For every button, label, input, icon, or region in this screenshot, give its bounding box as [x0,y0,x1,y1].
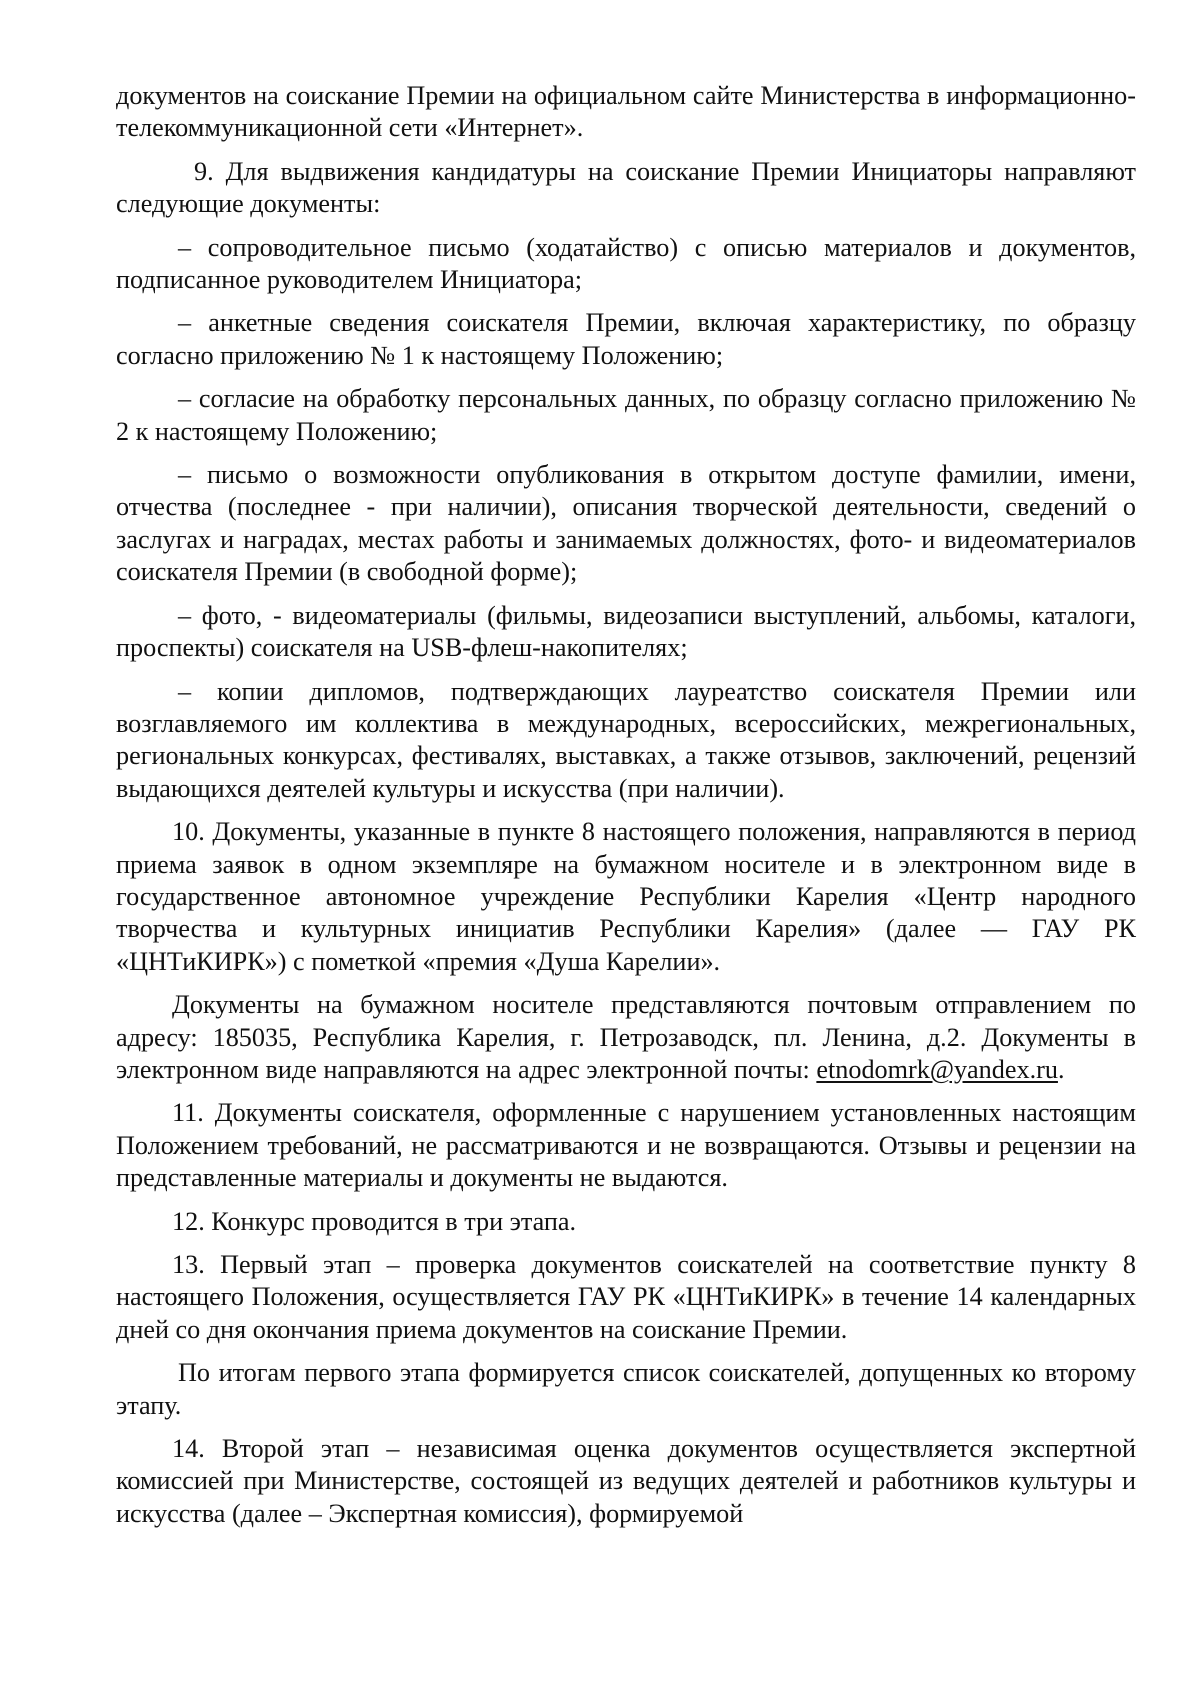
paragraph-14: 14. Второй этап – независимая оценка документов осуществляется экспертной комиссией при Министерстве, состоящей из ведущих деятелей и работников культуры и искусства (далее – Экспертная комиссия), формируемой [116,1434,1136,1528]
list-item-questionnaire: – анкетные сведения соискателя Премии, включая характеристику, по образцу согласно приложению № 1 к настоящему Положению; [116,308,1136,370]
list-item-diplomas: – копии дипломов, подтверждающих лауреатство соискателя Премии или возглавляемого им коллектива в международных, всероссийских, межрегиональных, региональных конкурсах, фестивалях, выставках, а также отзывов, заключений, рецензий выдающихся деятелей культуры и искусства (при наличии). [116,676,1136,803]
list-item-media: – фото, - видеоматериалы (фильмы, видеозаписи выступлений, альбомы, каталоги, проспекты) соискателя на USB-флеш-накопителях; [116,600,1136,663]
paragraph-12: 12. Конкурс проводится в три этапа. [172,1206,577,1236]
paragraph-continuation: документов на соискание Премии на официальном сайте Министерства в информационно-телекоммуникационной сети «Интернет». [116,81,1136,143]
email-link[interactable]: etnodomrk@yandex.ru [816,1054,1058,1084]
list-item-consent: – согласие на обработку персональных данных, по образцу согласно приложению № 2 к настоящему Положению; [116,384,1136,446]
paragraph-9: 9. Для выдвижения кандидатуры на соискание Премии Инициаторы направляют следующие документы: [116,156,1136,219]
paragraph-13-result: По итогам первого этапа формируется список соискателей, допущенных ко второму этапу. [116,1358,1136,1420]
paragraph-10: 10. Документы, указанные в пункте 8 настоящего положения, направляются в период приема заявок в одном экземпляре на бумажном носителе и в электронном виде в государственное автономное учреждение Республики Карелия «Центр народного творчества и культурных инициатив Республики Карелия» (далее — ГАУ РК «ЦНТиКИРК») с пометкой «премия «Душа Карелии». [116,817,1136,976]
document-page [116,80,1136,1541]
list-item-publication-letter: – письмо о возможности опубликования в открытом доступе фамилии, имени, отчества (последнее - при наличии), описания творческой деятельности, сведений о заслугах и наградах, местах работы и занимаемых должностях, фото- и видеоматериалов соискателя Премии (в свободной форме); [116,460,1136,587]
paragraph-13: 13. Первый этап – проверка документов соискателей на соответствие пункту 8 настоящего Положения, осуществляется ГАУ РК «ЦНТиКИРК» в течение 14 календарных дней со дня окончания приема документов на соискание Премии. [116,1250,1136,1344]
list-item-cover-letter: – сопроводительное письмо (ходатайство) с описью материалов и документов, подписанное руководителем Инициатора; [116,232,1136,295]
mail-end: . [1057,1054,1065,1084]
paragraph-11: 11. Документы соискателя, оформленные с нарушением установленных настоящим Положением требований, не рассматриваются и не возвращаются. Отзывы и рецензии на представленные материалы и документы не выдаются. [116,1098,1136,1193]
mail-address-text: Документы на бумажном носителе представляются почтовым отправлением по адресу: 185035, Республика Карелия, г. Петрозаводск, пл. Ленина, д.2. Документы в электронном виде направляются на адрес электронной почты: [116,990,1136,1084]
paragraph-10-mail [116,989,1136,1086]
